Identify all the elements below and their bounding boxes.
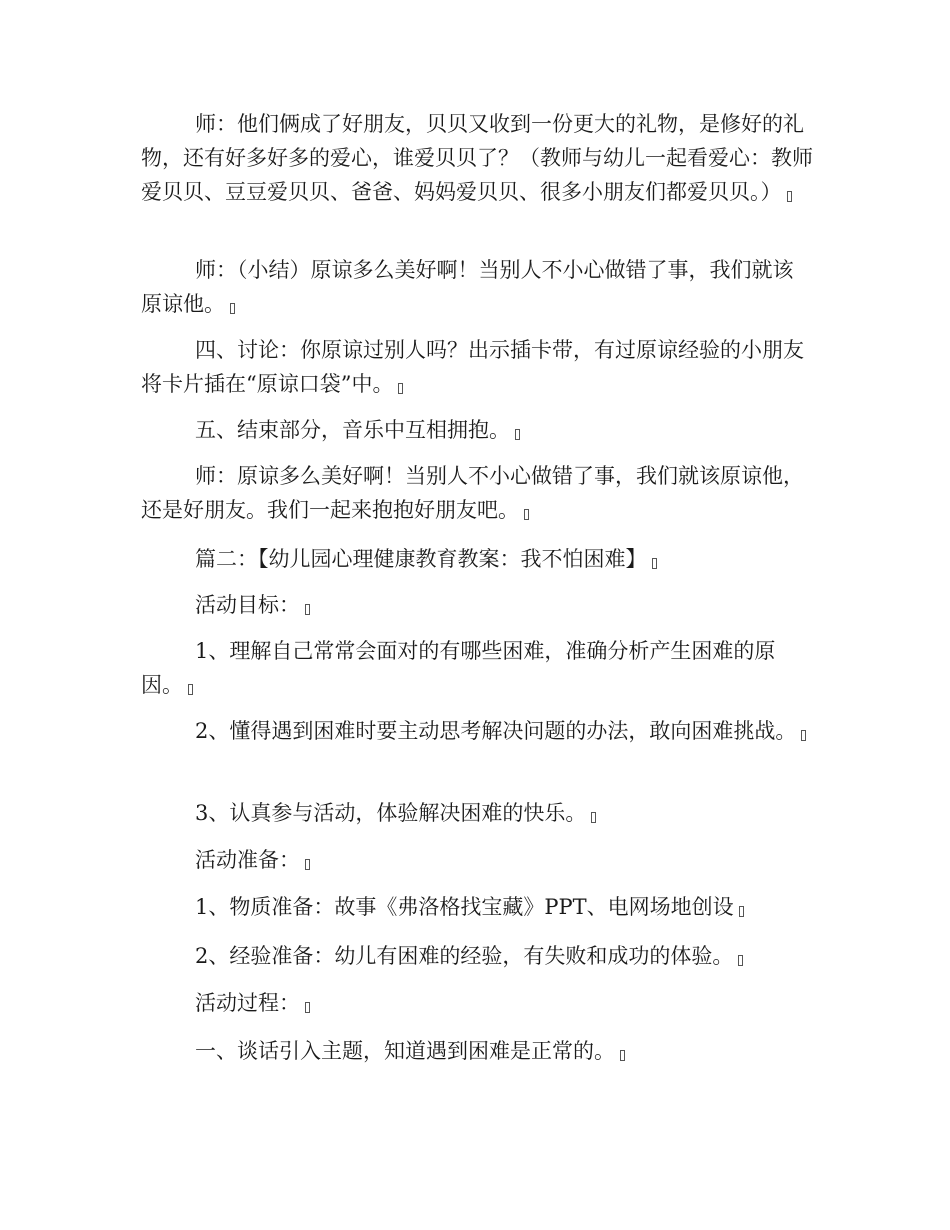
paragraph-end-mark-icon	[620, 1050, 625, 1061]
paragraph-text: 师：原谅多么美好啊！当别人不小心做错了事，我们就该原谅他，还是好朋友。我们一起来抱抱好朋友吧。	[141, 464, 804, 522]
paragraph-end-mark-icon	[738, 955, 743, 966]
paragraph-2	[141, 253, 813, 321]
paragraph-text: 活动准备：	[195, 848, 300, 872]
paragraph-end-mark-icon	[515, 429, 520, 440]
paragraph-10	[141, 796, 813, 830]
paragraph-end-mark-icon	[188, 684, 193, 695]
paragraph-text: 3、认真参与活动，体验解决困难的快乐。	[195, 801, 587, 825]
paragraph-end-mark-icon	[398, 383, 403, 394]
paragraph-6-section-title	[141, 542, 813, 576]
paragraph-text: 2、经验准备：幼儿有困难的经验，有失败和成功的体验。	[195, 944, 734, 968]
paragraph-text: 篇二：【幼儿园心理健康教育教案：我不怕困难】	[195, 547, 647, 571]
paragraph-text: 四、讨论：你原谅过别人吗？出示插卡带，有过原谅经验的小朋友将卡片插在“原谅口袋”中。	[141, 338, 804, 396]
paragraph-end-mark-icon	[305, 1002, 310, 1013]
paragraph-text: 1、理解自己常常会面对的有哪些困难，准确分析产生困难的原因。	[141, 639, 776, 697]
paragraph-end-mark-icon	[305, 604, 310, 615]
paragraph-end-mark-icon	[230, 303, 235, 314]
paragraph-end-mark-icon	[801, 730, 806, 741]
paragraph-7	[141, 588, 813, 622]
paragraph-text: 师：（小结）原谅多么美好啊！当别人不小心做错了事，我们就该原谅他。	[141, 258, 794, 316]
paragraph-end-mark-icon	[591, 812, 596, 823]
paragraph-end-mark-icon	[305, 859, 310, 870]
paragraph-9	[141, 714, 813, 748]
paragraph-text: 2、懂得遇到困难时要主动思考解决问题的办法，敢向困难挑战。	[195, 719, 797, 743]
paragraph-13	[141, 939, 813, 973]
paragraph-text: 活动目标：	[195, 593, 300, 617]
paragraph-end-mark-icon	[652, 558, 657, 569]
paragraph-14	[141, 986, 813, 1020]
paragraph-15	[141, 1034, 813, 1068]
paragraph-8	[141, 634, 813, 702]
paragraph-text: 五、结束部分，音乐中互相拥抱。	[195, 418, 510, 442]
paragraph-11	[141, 843, 813, 877]
paragraph-4	[141, 413, 813, 447]
paragraph-1	[141, 107, 813, 209]
paragraph-text: 活动过程：	[195, 991, 300, 1015]
paragraph-3	[141, 333, 813, 401]
paragraph-12	[141, 890, 813, 924]
paragraph-5	[141, 459, 813, 527]
paragraph-end-mark-icon	[524, 509, 529, 520]
paragraph-text: 1、物质准备：故事《弗洛格找宝藏》PPT、电网场地创设	[195, 895, 734, 919]
paragraph-end-mark-icon	[739, 906, 744, 917]
paragraph-end-mark-icon	[787, 191, 792, 202]
paragraph-text: 一、谈话引入主题，知道遇到困难是正常的。	[195, 1039, 615, 1063]
paragraph-text: 师：他们俩成了好朋友，贝贝又收到一份更大的礼物，是修好的礼物，还有好多好多的爱心，谁爱贝贝了？（教师与幼儿一起看爱心：教师爱贝贝、豆豆爱贝贝、爸爸、妈妈爱贝贝、很多小朋友们都爱贝贝。）	[141, 112, 813, 204]
